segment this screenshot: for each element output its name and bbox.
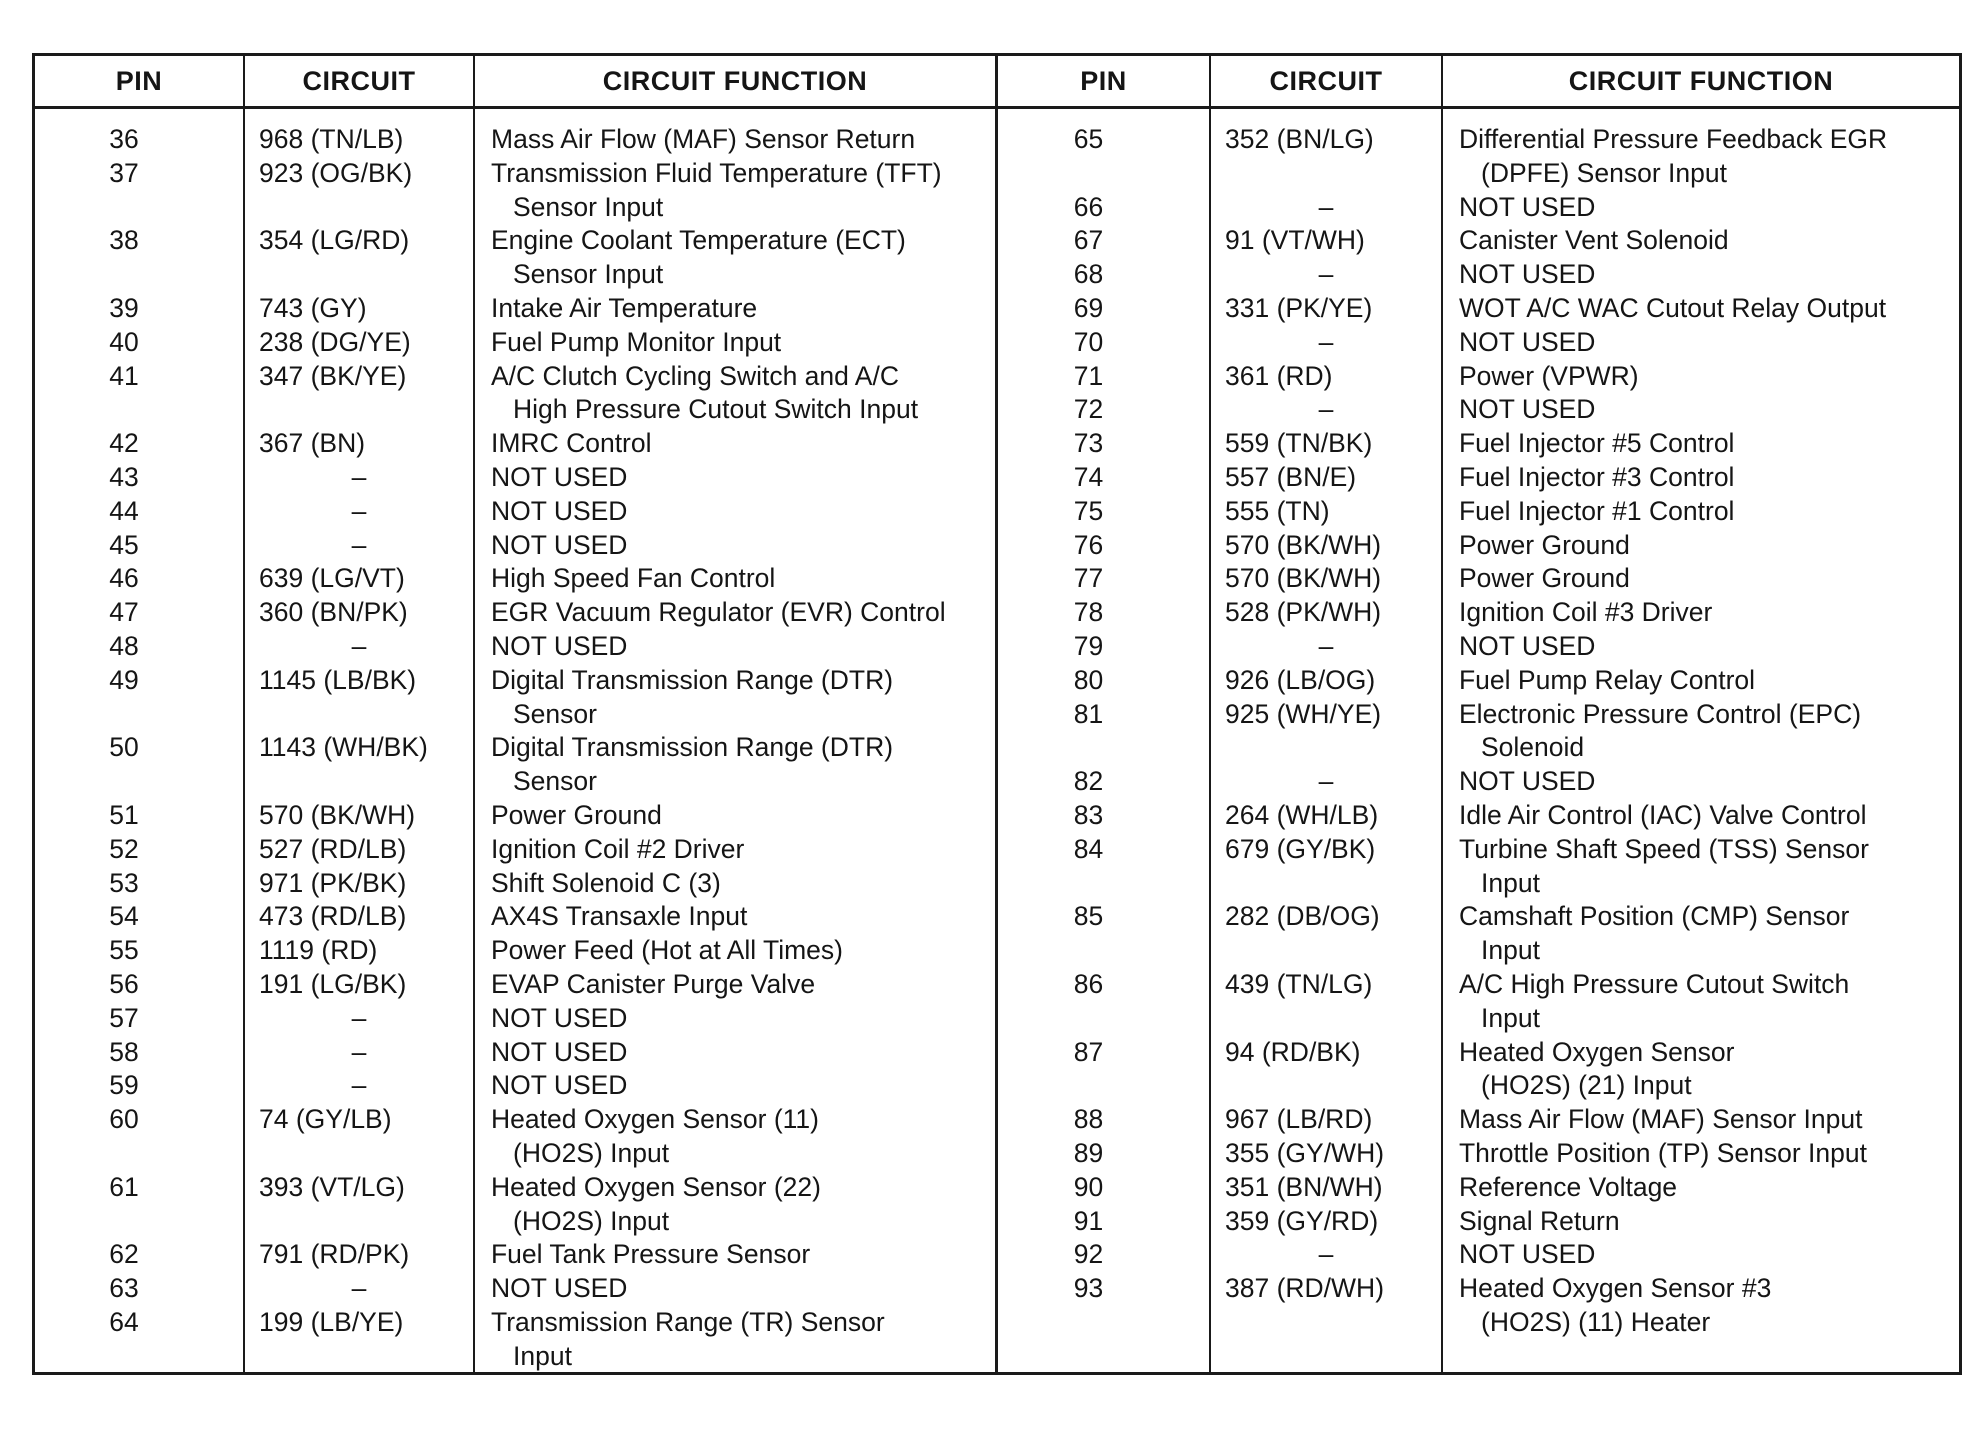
circuit-code: 791 (RD/PK) <box>259 1239 410 1270</box>
circuit-code: 555 (TN) <box>1225 495 1330 526</box>
circuit-code: 971 (PK/BK) <box>259 867 407 898</box>
pin-number: 84 <box>1073 833 1104 864</box>
function-line-continued: Input <box>513 1340 572 1371</box>
left-function-column <box>475 56 995 1372</box>
circuit-code: 393 (VT/LG) <box>259 1171 405 1202</box>
pin-number: 59 <box>109 1070 139 1101</box>
circuit-code: 387 (RD/WH) <box>1225 1273 1385 1304</box>
circuit-code: – <box>351 1273 367 1304</box>
circuit-code: – <box>351 1070 367 1101</box>
pin-number: 53 <box>109 867 139 898</box>
pin-number: 62 <box>109 1239 139 1270</box>
circuit-function <box>1443 1036 1959 1104</box>
function-line: Reference Voltage <box>1459 1171 1678 1202</box>
function-line: Power Feed (Hot at All Times) <box>491 935 843 966</box>
function-line: Power Ground <box>1459 529 1630 560</box>
circuit-code: 351 (BN/WH) <box>1225 1171 1383 1202</box>
right-pin-column <box>998 56 1211 1372</box>
circuit-function <box>1443 393 1959 427</box>
pin-number: 52 <box>109 833 139 864</box>
circuit-code: 570 (BK/WH) <box>259 799 416 830</box>
circuit-function <box>475 157 995 225</box>
function-line: Fuel Tank Pressure Sensor <box>491 1239 811 1270</box>
pin-number: 85 <box>1073 901 1104 932</box>
circuit-function <box>475 833 995 867</box>
function-line: Intake Air Temperature <box>491 292 758 323</box>
pin-number: 74 <box>1073 461 1104 492</box>
circuit-function <box>1443 326 1959 360</box>
left-circuit-column <box>245 56 475 1372</box>
function-line: NOT USED <box>491 1002 628 1033</box>
function-line: Engine Coolant Temperature (ECT) <box>491 225 906 256</box>
pin-number: 79 <box>1073 630 1104 661</box>
pin-number: 51 <box>109 799 139 830</box>
circuit-function <box>475 867 995 901</box>
circuit-function <box>475 224 995 292</box>
circuit-function <box>475 1103 995 1171</box>
circuit-code: – <box>351 495 367 526</box>
function-line: EVAP Canister Purge Valve <box>491 968 816 999</box>
function-line-continued: Sensor Input <box>513 191 664 222</box>
function-line-continued: (HO2S) (21) Input <box>1481 1070 1692 1101</box>
circuit-function <box>1443 833 1959 901</box>
circuit-code: 639 (LG/VT) <box>259 563 405 594</box>
function-line: Turbine Shaft Speed (TSS) Sensor <box>1459 833 1869 864</box>
function-line: NOT USED <box>1459 191 1596 222</box>
pin-number: 92 <box>1073 1239 1104 1270</box>
circuit-code: 367 (BN) <box>259 428 366 459</box>
pin-number: 72 <box>1073 394 1104 425</box>
circuit-code: 91 (VT/WH) <box>1225 225 1365 256</box>
pin-number: 60 <box>109 1104 139 1135</box>
circuit-code: 1145 (LB/BK) <box>259 664 417 695</box>
pin-number: 55 <box>109 935 139 966</box>
circuit-function <box>475 968 995 1002</box>
function-line: Ignition Coil #2 Driver <box>491 833 745 864</box>
pin-number: 37 <box>109 157 139 188</box>
pin-number: 88 <box>1073 1104 1104 1135</box>
pin-number: 64 <box>109 1306 139 1337</box>
circuit-code: 361 (RD) <box>1225 360 1333 391</box>
circuit-function <box>475 664 995 732</box>
circuit-code: – <box>351 630 367 661</box>
pin-number: 81 <box>1073 698 1104 729</box>
right-function-header: CIRCUIT FUNCTION <box>1443 56 1959 109</box>
circuit-function <box>1443 224 1959 258</box>
circuit-function <box>1443 630 1959 664</box>
right-circuit-cells <box>1211 109 1441 1372</box>
pin-number: 68 <box>1073 259 1104 290</box>
pin-number: 63 <box>109 1273 139 1304</box>
circuit-function <box>1443 427 1959 461</box>
circuit-function <box>1443 596 1959 630</box>
function-line-continued: (DPFE) Sensor Input <box>1481 157 1727 188</box>
circuit-function <box>1443 1171 1959 1205</box>
circuit-code: 1119 (RD) <box>259 935 378 966</box>
circuit-code: 923 (OG/BK) <box>259 157 413 188</box>
pin-number: 58 <box>109 1036 139 1067</box>
function-line: WOT A/C WAC Cutout Relay Output <box>1459 292 1887 323</box>
function-line: Power Ground <box>1459 563 1630 594</box>
circuit-function <box>1443 1238 1959 1272</box>
circuit-function <box>475 427 995 461</box>
pin-number: 75 <box>1073 495 1104 526</box>
pin-number: 77 <box>1073 563 1104 594</box>
pin-number: 56 <box>109 968 139 999</box>
function-line: NOT USED <box>491 461 628 492</box>
function-line: Canister Vent Solenoid <box>1459 225 1729 256</box>
function-line: NOT USED <box>491 529 628 560</box>
circuit-code: 238 (DG/YE) <box>259 326 411 357</box>
circuit-function <box>475 1069 995 1103</box>
pin-number: 36 <box>109 124 139 154</box>
circuit-code: 926 (LB/OG) <box>1225 664 1376 695</box>
function-line: Fuel Injector #5 Control <box>1459 428 1735 459</box>
function-line: NOT USED <box>1459 326 1596 357</box>
left-function-header: CIRCUIT FUNCTION <box>475 56 995 109</box>
table-right-half <box>998 56 1959 1372</box>
circuit-code: 570 (BK/WH) <box>1225 529 1382 560</box>
circuit-code: 570 (BK/WH) <box>1225 563 1382 594</box>
right-pin-header: PIN <box>998 56 1209 109</box>
circuit-code: 557 (BN/E) <box>1225 461 1357 492</box>
circuit-code: 439 (TN/LG) <box>1225 968 1373 999</box>
function-line: NOT USED <box>491 630 628 661</box>
left-circuit-cells <box>245 109 473 1373</box>
right-function-cells <box>1443 109 1959 1372</box>
circuit-function <box>475 360 995 428</box>
circuit-function <box>1443 698 1959 766</box>
circuit-function <box>475 495 995 529</box>
left-pin-column <box>35 56 245 1372</box>
circuit-function <box>1443 799 1959 833</box>
circuit-function <box>1443 529 1959 563</box>
circuit-function <box>475 461 995 495</box>
function-line: Heated Oxygen Sensor (22) <box>491 1171 821 1202</box>
circuit-code: 331 (PK/YE) <box>1225 292 1373 323</box>
circuit-code: 1143 (WH/BK) <box>259 732 428 763</box>
function-line: Power (VPWR) <box>1459 360 1639 391</box>
pin-number: 91 <box>1073 1205 1104 1236</box>
circuit-code: 925 (WH/YE) <box>1225 698 1382 729</box>
pin-number: 40 <box>109 326 139 357</box>
left-function-cells <box>475 109 995 1373</box>
circuit-code: 360 (BN/PK) <box>259 597 408 628</box>
circuit-code: – <box>1318 259 1334 290</box>
circuit-code: – <box>1318 394 1334 425</box>
circuit-function <box>475 562 995 596</box>
circuit-function <box>1443 1137 1959 1171</box>
pin-number: 48 <box>109 630 139 661</box>
function-line: Transmission Fluid Temperature (TFT) <box>491 157 942 188</box>
circuit-code: – <box>351 461 367 492</box>
circuit-code: 74 (GY/LB) <box>259 1104 392 1135</box>
function-line: A/C High Pressure Cutout Switch <box>1459 968 1850 999</box>
pin-number: 65 <box>1073 124 1104 154</box>
right-function-column <box>1443 56 1959 1372</box>
circuit-code: 352 (BN/LG) <box>1225 124 1374 154</box>
circuit-code: 282 (DB/OG) <box>1225 901 1380 932</box>
circuit-function <box>1443 1272 1959 1340</box>
function-line-continued: Input <box>1481 867 1540 898</box>
function-line-continued: Sensor <box>513 766 597 797</box>
function-line: Mass Air Flow (MAF) Sensor Input <box>1459 1104 1863 1135</box>
circuit-code: 967 (LB/RD) <box>1225 1104 1373 1135</box>
function-line-continued: High Pressure Cutout Switch Input <box>513 394 919 425</box>
function-line: Fuel Injector #3 Control <box>1459 461 1735 492</box>
circuit-function <box>475 630 995 664</box>
circuit-function <box>1443 1103 1959 1137</box>
circuit-function <box>475 1002 995 1036</box>
circuit-code: 968 (TN/LB) <box>259 124 404 154</box>
circuit-code: – <box>1318 326 1334 357</box>
circuit-function <box>475 292 995 326</box>
function-line-continued: Input <box>1481 935 1540 966</box>
function-line: Electronic Pressure Control (EPC) <box>1459 698 1862 729</box>
circuit-code: – <box>351 1036 367 1067</box>
function-line: Digital Transmission Range (DTR) <box>491 732 894 763</box>
function-line: Camshaft Position (CMP) Sensor <box>1459 901 1850 932</box>
pin-number: 45 <box>109 529 139 560</box>
circuit-function <box>1443 1205 1959 1239</box>
circuit-code: 743 (GY) <box>259 292 367 323</box>
pin-number: 69 <box>1073 292 1104 323</box>
function-line: High Speed Fan Control <box>491 563 776 594</box>
function-line: Ignition Coil #3 Driver <box>1459 597 1713 628</box>
circuit-code: – <box>1318 630 1334 661</box>
function-line: NOT USED <box>491 1036 628 1067</box>
circuit-function <box>1443 123 1959 191</box>
pin-number: 47 <box>109 597 139 628</box>
circuit-function <box>475 596 995 630</box>
table-left-half <box>35 56 998 1372</box>
pin-number: 70 <box>1073 326 1104 357</box>
function-line: Fuel Injector #1 Control <box>1459 495 1735 526</box>
circuit-code: 355 (GY/WH) <box>1225 1137 1385 1168</box>
pin-number: 90 <box>1073 1171 1104 1202</box>
pin-number: 83 <box>1073 799 1104 830</box>
function-line: NOT USED <box>1459 1239 1596 1270</box>
circuit-function <box>1443 292 1959 326</box>
circuit-function <box>1443 360 1959 394</box>
right-circuit-column <box>1211 56 1443 1372</box>
circuit-code: 527 (RD/LB) <box>259 833 407 864</box>
pin-number: 43 <box>109 461 139 492</box>
function-line: Fuel Pump Relay Control <box>1459 664 1756 695</box>
function-line: Idle Air Control (IAC) Valve Control <box>1459 799 1867 830</box>
function-line: AX4S Transaxle Input <box>491 901 748 932</box>
function-line-continued: (HO2S) Input <box>513 1205 670 1236</box>
pin-number: 50 <box>109 732 139 763</box>
circuit-function <box>1443 562 1959 596</box>
pin-number: 71 <box>1073 360 1104 391</box>
function-line: Shift Solenoid C (3) <box>491 867 721 898</box>
circuit-function <box>1443 461 1959 495</box>
circuit-function <box>1443 191 1959 225</box>
circuit-function <box>475 1306 995 1374</box>
circuit-function <box>475 1238 995 1272</box>
pin-number: 46 <box>109 563 139 594</box>
circuit-code: – <box>351 529 367 560</box>
left-circuit-header: CIRCUIT <box>245 56 473 109</box>
function-line: NOT USED <box>491 1273 628 1304</box>
circuit-function <box>475 1171 995 1239</box>
circuit-code: 347 (BK/YE) <box>259 360 407 391</box>
circuit-function <box>1443 258 1959 292</box>
circuit-function <box>1443 664 1959 698</box>
function-line: EGR Vacuum Regulator (EVR) Control <box>491 597 946 628</box>
pin-number: 82 <box>1073 766 1104 797</box>
function-line: Heated Oxygen Sensor <box>1459 1036 1735 1067</box>
function-line: Throttle Position (TP) Sensor Input <box>1459 1137 1867 1168</box>
pin-number: 39 <box>109 292 139 323</box>
function-line-continued: Sensor <box>513 698 597 729</box>
function-line: Signal Return <box>1459 1205 1620 1236</box>
circuit-code: – <box>1318 1239 1334 1270</box>
function-line-continued: Sensor Input <box>513 259 664 290</box>
pin-number: 93 <box>1073 1273 1104 1304</box>
function-line: NOT USED <box>1459 766 1596 797</box>
pin-number: 73 <box>1073 428 1104 459</box>
function-line-continued: (HO2S) Input <box>513 1137 670 1168</box>
pin-number: 87 <box>1073 1036 1104 1067</box>
left-pin-header: PIN <box>35 56 243 109</box>
circuit-function <box>475 799 995 833</box>
circuit-code: – <box>1318 191 1334 222</box>
circuit-code: – <box>1318 766 1334 797</box>
circuit-code: 679 (GY/BK) <box>1225 833 1376 864</box>
circuit-code: 359 (GY/RD) <box>1225 1205 1379 1236</box>
function-line: NOT USED <box>1459 394 1596 425</box>
circuit-function <box>1443 968 1959 1036</box>
function-line-continued: Solenoid <box>1481 732 1585 763</box>
circuit-function <box>1443 900 1959 968</box>
pin-number: 76 <box>1073 529 1104 560</box>
function-line: Power Ground <box>491 799 662 830</box>
function-line: Fuel Pump Monitor Input <box>491 326 782 357</box>
pinout-table <box>32 53 1962 1375</box>
right-pin-cells <box>998 109 1209 1372</box>
circuit-code: 473 (RD/LB) <box>259 901 407 932</box>
function-line-continued: (HO2S) (11) Heater <box>1481 1306 1711 1337</box>
circuit-function <box>1443 495 1959 529</box>
pin-number: 89 <box>1073 1137 1104 1168</box>
pin-number: 44 <box>109 495 139 526</box>
function-line: Differential Pressure Feedback EGR <box>1459 124 1888 154</box>
function-line: Heated Oxygen Sensor (11) <box>491 1104 819 1135</box>
left-pin-cells <box>35 109 243 1373</box>
pin-number: 80 <box>1073 664 1104 695</box>
function-line: NOT USED <box>1459 259 1596 290</box>
pin-number: 57 <box>109 1002 139 1033</box>
circuit-code: 199 (LB/YE) <box>259 1306 404 1337</box>
function-line: Digital Transmission Range (DTR) <box>491 664 894 695</box>
circuit-function <box>475 900 995 934</box>
function-line: IMRC Control <box>491 428 652 459</box>
function-line: Heated Oxygen Sensor #3 <box>1459 1273 1772 1304</box>
circuit-function <box>475 1036 995 1070</box>
function-line: NOT USED <box>491 495 628 526</box>
circuit-function <box>475 731 995 799</box>
circuit-code: 94 (RD/BK) <box>1225 1036 1361 1067</box>
circuit-function <box>1443 765 1959 799</box>
function-line: NOT USED <box>491 1070 628 1101</box>
pin-number: 41 <box>109 360 139 391</box>
function-line: Transmission Range (TR) Sensor <box>491 1306 885 1337</box>
circuit-code: 354 (LG/RD) <box>259 225 410 256</box>
circuit-function <box>475 934 995 968</box>
pin-number: 66 <box>1073 191 1104 222</box>
pin-number: 67 <box>1073 225 1104 256</box>
function-line: NOT USED <box>1459 630 1596 661</box>
right-circuit-header: CIRCUIT <box>1211 56 1441 109</box>
pin-number: 49 <box>109 664 139 695</box>
pin-number: 86 <box>1073 968 1104 999</box>
circuit-function <box>475 326 995 360</box>
circuit-code: 191 (LG/BK) <box>259 968 407 999</box>
pin-number: 38 <box>109 225 139 256</box>
pin-number: 78 <box>1073 597 1104 628</box>
circuit-function <box>475 529 995 563</box>
pin-number: 42 <box>109 428 139 459</box>
pin-number: 61 <box>109 1171 139 1202</box>
circuit-function <box>475 1272 995 1306</box>
circuit-code: 528 (PK/WH) <box>1225 597 1382 628</box>
function-line-continued: Input <box>1481 1002 1540 1033</box>
function-line: Mass Air Flow (MAF) Sensor Return <box>491 124 916 154</box>
circuit-code: 559 (TN/BK) <box>1225 428 1373 459</box>
circuit-code: 264 (WH/LB) <box>1225 799 1379 830</box>
circuit-function <box>475 123 995 157</box>
circuit-code: – <box>351 1002 367 1033</box>
function-line: A/C Clutch Cycling Switch and A/C <box>491 360 899 391</box>
pin-number: 54 <box>109 901 139 932</box>
